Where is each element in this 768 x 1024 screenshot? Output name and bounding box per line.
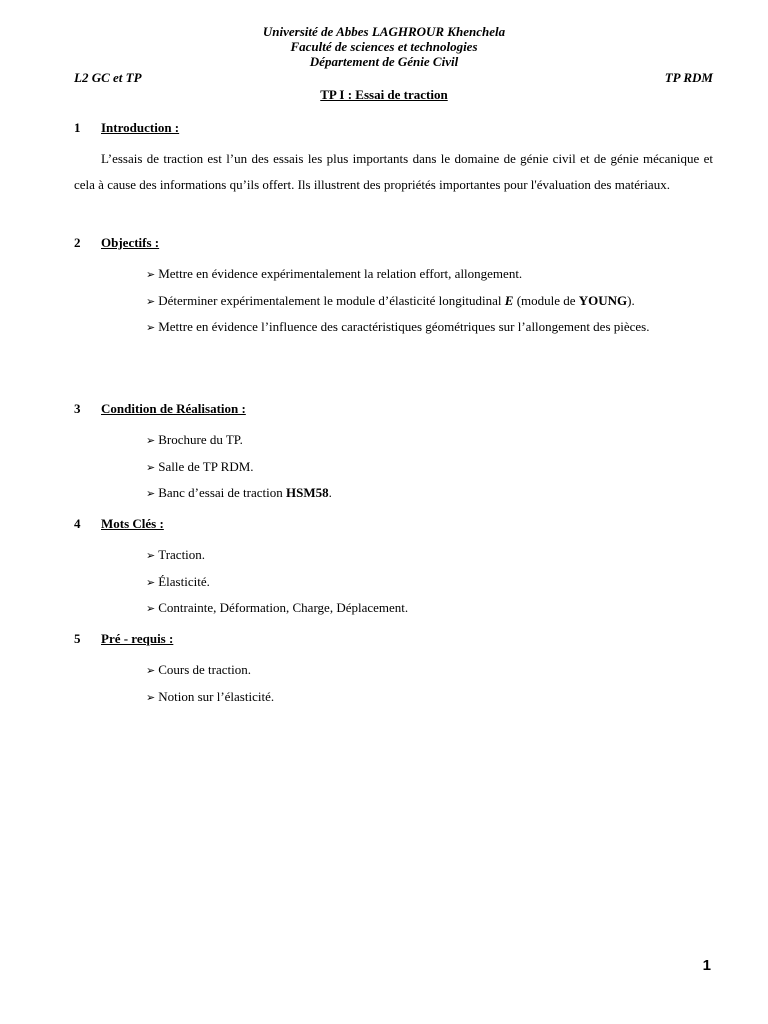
list-item: ➢ Cours de traction. [146, 657, 713, 684]
section-title: Mots Clés : [101, 516, 164, 531]
department-name: Département de Génie Civil [309, 54, 459, 69]
arrow-bullet-icon: ➢ [146, 487, 156, 500]
section-number: 5 [74, 631, 81, 646]
list-item: ➢ Notion sur l’élasticité. [146, 684, 713, 711]
arrow-bullet-icon: ➢ [146, 268, 156, 281]
university-name: Université de Abbes LAGHROUR Khenchela [262, 24, 506, 39]
section-number: 1 [74, 120, 81, 135]
course-level: L2 GC et TP [74, 70, 142, 85]
arrow-bullet-icon: ➢ [146, 321, 156, 334]
course-name: TP RDM [664, 70, 713, 85]
list-item: ➢ Élasticité. [146, 569, 713, 596]
arrow-bullet-icon: ➢ [146, 460, 156, 474]
list-item: ➢ Mettre en évidence expérimentalement la relation effort, allongement. [146, 261, 713, 288]
page-number: 1 [702, 957, 711, 974]
arrow-bullet-icon: ➢ [146, 690, 156, 704]
conditions-list [146, 427, 713, 507]
prerequisites-list [146, 657, 713, 710]
young-name: YOUNG [578, 292, 628, 308]
list-item: ➢ Brochure du TP. [146, 427, 713, 454]
section-number: 3 [74, 401, 81, 416]
introduction-paragraph: L’essais de traction est l’un des essais les plus importants dans le domaine de génie civil et de génie mécanique et cela à cause des informations qu’ils offert. Ils illustrent des propriétés importantes pour l'évaluation des matériaux. [74, 151, 713, 192]
modulus-symbol: E [504, 292, 514, 308]
section-number: 2 [74, 235, 81, 250]
list-item: ➢ Contrainte, Déformation, Charge, Déplacement. [146, 595, 713, 622]
faculty-name: Faculté de sciences et technologies [290, 39, 478, 54]
list-item: ➢ Déterminer expérimentalement le module d’élasticité longitudinal E (module de YOUNG). [146, 288, 713, 315]
section-number: 4 [74, 516, 81, 531]
document-title: TP I : Essai de traction [320, 87, 448, 102]
list-item: ➢ Mettre en évidence l’influence des caractéristiques géométriques sur l’allongement des pièces. [146, 314, 713, 341]
arrow-bullet-icon: ➢ [146, 294, 156, 308]
arrow-bullet-icon: ➢ [146, 575, 156, 589]
section-title: Introduction : [101, 120, 180, 135]
list-item: ➢ Banc d’essai de traction HSM58. [146, 480, 713, 507]
section-title: Objectifs : [101, 235, 160, 250]
section-title: Pré - requis : [101, 631, 174, 646]
section-title: Condition de Réalisation : [101, 401, 246, 416]
arrow-bullet-icon: ➢ [146, 549, 156, 562]
list-item: ➢ Traction. [146, 542, 713, 569]
section-4-heading [74, 516, 164, 531]
section-1-heading [74, 120, 179, 135]
section-2-heading [74, 235, 159, 250]
objectives-list [146, 261, 713, 341]
section-5-heading [74, 631, 173, 646]
section-3-heading [74, 401, 246, 416]
arrow-bullet-icon: ➢ [146, 434, 156, 447]
list-item: ➢ Salle de TP RDM. [146, 454, 713, 481]
arrow-bullet-icon: ➢ [146, 664, 156, 677]
machine-model: HSM58 [286, 485, 329, 500]
arrow-bullet-icon: ➢ [146, 602, 156, 615]
keywords-list [146, 542, 713, 622]
